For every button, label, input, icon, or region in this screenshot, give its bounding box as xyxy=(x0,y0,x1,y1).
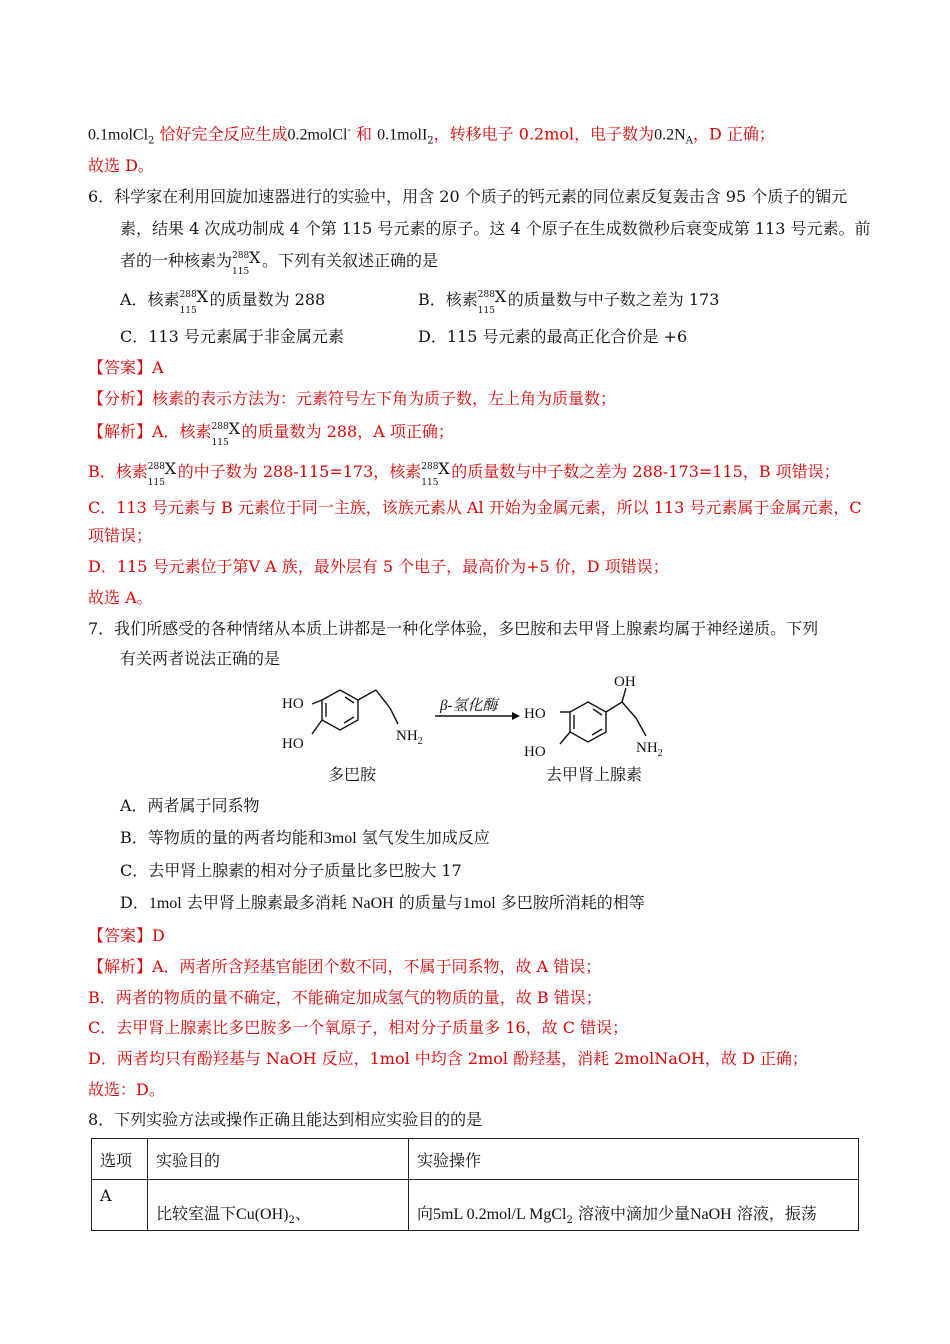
bond-ho-bottom xyxy=(312,720,322,734)
table-header-row xyxy=(92,1139,859,1180)
text: 多巴胺所消耗的相等 xyxy=(495,893,645,912)
row-operation xyxy=(409,1180,859,1231)
atomic-number: 115 xyxy=(421,477,439,488)
atomic-number: 115 xyxy=(147,477,165,488)
text: 溶液，振荡 xyxy=(731,1203,817,1223)
atomic-number: 115 xyxy=(477,305,495,316)
q6-analysis: 【分析】核素的表示方法为：元素符号左下角为质子数，左上角为质量数； xyxy=(88,389,617,408)
text: 、 xyxy=(294,1203,311,1223)
q7-explanation-c: C．去甲肾上腺素比多巴胺多一个氧原子，相对分子质量多 16，故 C 错误； xyxy=(88,1018,629,1037)
ho-label: HO xyxy=(524,744,546,760)
element-symbol: X xyxy=(249,247,261,267)
q7-choose: 故选：D。 xyxy=(88,1080,165,1099)
text: 向 xyxy=(417,1203,434,1223)
formula-mgcl2: MgCl xyxy=(529,1205,567,1223)
text: 的质量数与中子数之差为 173 xyxy=(507,290,720,309)
q7-option-c: C．去甲肾上腺素的相对分子质量比多巴胺大 17 xyxy=(120,861,462,880)
text: ，D 正确； xyxy=(692,124,775,144)
header-purpose: 实验目的 xyxy=(148,1139,409,1180)
mass-number: 288 xyxy=(147,461,165,472)
q7-explanation-a: 【解析】A．两者所含羟基官能团个数不同，不属于同系物，故 A 错误； xyxy=(88,957,602,976)
bond-chain xyxy=(376,690,390,708)
double-bond xyxy=(593,709,602,715)
double-bond xyxy=(592,729,602,735)
element-symbol: X xyxy=(196,286,208,306)
q6-option-b xyxy=(418,286,720,316)
q6-option-a xyxy=(120,286,326,316)
header-option: 选项 xyxy=(92,1139,148,1180)
q7-stem-1: 7．我们所感受的各种情绪从本质上讲都是一种化学体验，多巴胺和去甲肾上腺素均属于神经递质。下列 xyxy=(88,619,819,638)
q6-stem-1: 6．科学家在利用回旋加速器进行的实验中，用含 20 个质子的钙元素的同位素反复轰击含 95 个质子的镅元 xyxy=(88,187,848,206)
atomic-number: 115 xyxy=(179,305,197,316)
q6-answer: 【答案】A xyxy=(88,358,164,377)
formula-naoh: NaOH xyxy=(689,1205,732,1223)
q6-explanation-c-cont: 项错误； xyxy=(88,526,153,545)
concentration: 5mL 0.2mol/L xyxy=(433,1205,530,1223)
q6-option-d: D．115 号元素的最高正化合价是 +6 xyxy=(418,327,688,346)
arrowhead xyxy=(512,712,520,720)
formula-cl-ion: 0.2molCl xyxy=(287,126,348,144)
nh2-label: $NH_2$ xyxy=(636,740,663,759)
reaction-diagram xyxy=(280,668,680,788)
text: 者的一种核素为 xyxy=(120,251,233,270)
double-bond xyxy=(344,717,354,723)
subscript: A xyxy=(685,135,693,147)
q6-choose: 故选 A。 xyxy=(88,588,153,607)
table-row xyxy=(92,1180,859,1231)
formula-i2: 0.1molI xyxy=(377,126,428,144)
subscript: 2 xyxy=(566,1215,573,1226)
text: 【解析】A．核素 xyxy=(88,422,212,441)
text: 的质量数为 288 xyxy=(209,290,326,309)
subscript: 2 xyxy=(148,135,155,147)
nuclide-symbol xyxy=(421,458,451,488)
norepinephrine-structure xyxy=(560,688,646,744)
q5-conclusion-line xyxy=(88,120,775,153)
text: A．核素 xyxy=(120,290,180,309)
text: 溶液中滴加少量 xyxy=(572,1203,690,1223)
text: 比较室温下 xyxy=(156,1203,237,1223)
q5-choose: 故选 D。 xyxy=(88,156,154,175)
q7-explanation-d: D．两者均只有酚羟基与 NaOH 反应，1mol 中均含 2mol 酚羟基，消耗 2molNaOH，故 D 正确； xyxy=(88,1049,808,1068)
atomic-number: 115 xyxy=(211,437,229,448)
text: 的质量数为 288，A 项正确； xyxy=(241,422,454,441)
text: 恰好完全反应生成 xyxy=(154,124,288,144)
bond-chain xyxy=(622,702,636,718)
ho-label: HO xyxy=(282,736,304,752)
text: 和 xyxy=(350,124,378,144)
nh2-label: $NH_2$ xyxy=(396,728,423,747)
bond-chain xyxy=(358,690,376,700)
superscript: - xyxy=(347,125,351,136)
q7-stem-2: 有关两者说法正确的是 xyxy=(120,649,281,668)
benzene-ring xyxy=(570,702,606,742)
ho-label: HO xyxy=(282,696,304,712)
nuclide-symbol xyxy=(232,247,262,277)
q6-explanation-c: C．113 号元素与 B 元素位于同一主族，该族元素从 Al 开始为金属元素，所以 113 号元素属于金属元素，C xyxy=(88,498,862,517)
text: B．核素 xyxy=(88,462,148,481)
formula-cuoh2: Cu(OH) xyxy=(236,1205,289,1223)
q6-stem-3 xyxy=(120,247,439,277)
nuclide-symbol xyxy=(147,458,178,488)
q8-stem: 8．下列实验方法或操作正确且能达到相应实验目的的是 xyxy=(88,1110,483,1129)
double-bond xyxy=(345,697,354,703)
bond-oh xyxy=(622,688,626,702)
mass-number: 288 xyxy=(421,461,439,472)
formula-cl2: 0.1molCl xyxy=(88,126,149,144)
element-symbol: X xyxy=(438,458,450,478)
text: B．核素 xyxy=(418,290,478,309)
element-symbol: X xyxy=(164,458,177,478)
nuclide-symbol xyxy=(477,286,508,316)
oh-label: OH xyxy=(614,674,636,690)
q6-option-c: C．113 号元素属于非金属元素 xyxy=(120,327,344,346)
q7-option-b xyxy=(120,827,490,850)
experiment-table xyxy=(91,1138,859,1231)
element-symbol: X xyxy=(228,418,240,438)
row-option: A xyxy=(92,1180,148,1231)
enzyme-label: β-氢化酶 xyxy=(440,698,498,714)
text: D． xyxy=(120,893,149,912)
header-operation: 实验操作 xyxy=(409,1139,859,1180)
atomic-number: 115 xyxy=(232,266,250,277)
text: 去甲肾上腺素最多消耗 xyxy=(181,893,352,912)
mass-number: 288 xyxy=(477,289,495,300)
text: 的质量数与中子数之差为 288-173=115，B 项错误； xyxy=(451,462,840,481)
text: 的中子数为 288-115=173，核素 xyxy=(177,462,422,481)
bond-ho-bottom xyxy=(560,732,570,744)
bond-chain xyxy=(606,702,622,712)
q6-explanation-d: D．115 号元素位于第Ⅴ A 族，最外层有 5 个电子，最高价为+5 价，D 项错误； xyxy=(88,557,669,576)
q7-answer: 【答案】D xyxy=(88,926,165,945)
q6-explanation-a xyxy=(88,418,454,448)
text: B．等物质的量的两者均能和 xyxy=(120,828,324,847)
text: 。下列有关叙述正确的是 xyxy=(262,251,439,270)
amount: 1mol xyxy=(462,895,496,912)
norepinephrine-name: 去甲肾上腺素 xyxy=(546,767,643,784)
bond-chain xyxy=(390,708,398,724)
bond-chain xyxy=(636,718,646,736)
mass-number: 288 xyxy=(232,250,250,261)
text: ，转移电子 0.2mol，电子数为 xyxy=(433,124,655,144)
bond-ho-top xyxy=(312,700,322,704)
amount: 1mol xyxy=(148,895,182,912)
subscript: 2 xyxy=(288,1215,295,1226)
reaction-svg xyxy=(280,668,680,788)
nuclide-symbol xyxy=(211,418,242,448)
q7-explanation-b: B．两者的物质的量不确定，不能确定加成氢气的物质的量，故 B 错误； xyxy=(88,988,602,1007)
q6-explanation-b xyxy=(88,458,840,488)
mass-number: 288 xyxy=(211,421,229,432)
ho-label: HO xyxy=(524,706,546,722)
subscript: 2 xyxy=(427,135,434,147)
q7-option-a: A．两者属于同系物 xyxy=(120,796,260,815)
text: 氢气发生加成反应 xyxy=(356,828,490,847)
q6-stem-2: 素，结果 4 次成功制成 4 个第 115 号元素的原子。这 4 个原子在生成数微秒后衰变成第 113 号元素。前 xyxy=(120,219,871,238)
mass-number: 288 xyxy=(179,289,197,300)
formula-naoh: NaOH xyxy=(351,895,394,912)
formula-na: 0.2N xyxy=(654,126,686,144)
text: 的质量与 xyxy=(393,893,463,912)
amount: 3mol xyxy=(323,830,357,847)
benzene-ring xyxy=(322,690,358,730)
element-symbol: X xyxy=(494,286,507,306)
row-purpose xyxy=(148,1180,409,1231)
q7-option-d xyxy=(120,892,645,915)
dopamine-structure xyxy=(312,690,398,734)
nuclide-symbol xyxy=(179,286,210,316)
dopamine-name: 多巴胺 xyxy=(328,767,377,784)
